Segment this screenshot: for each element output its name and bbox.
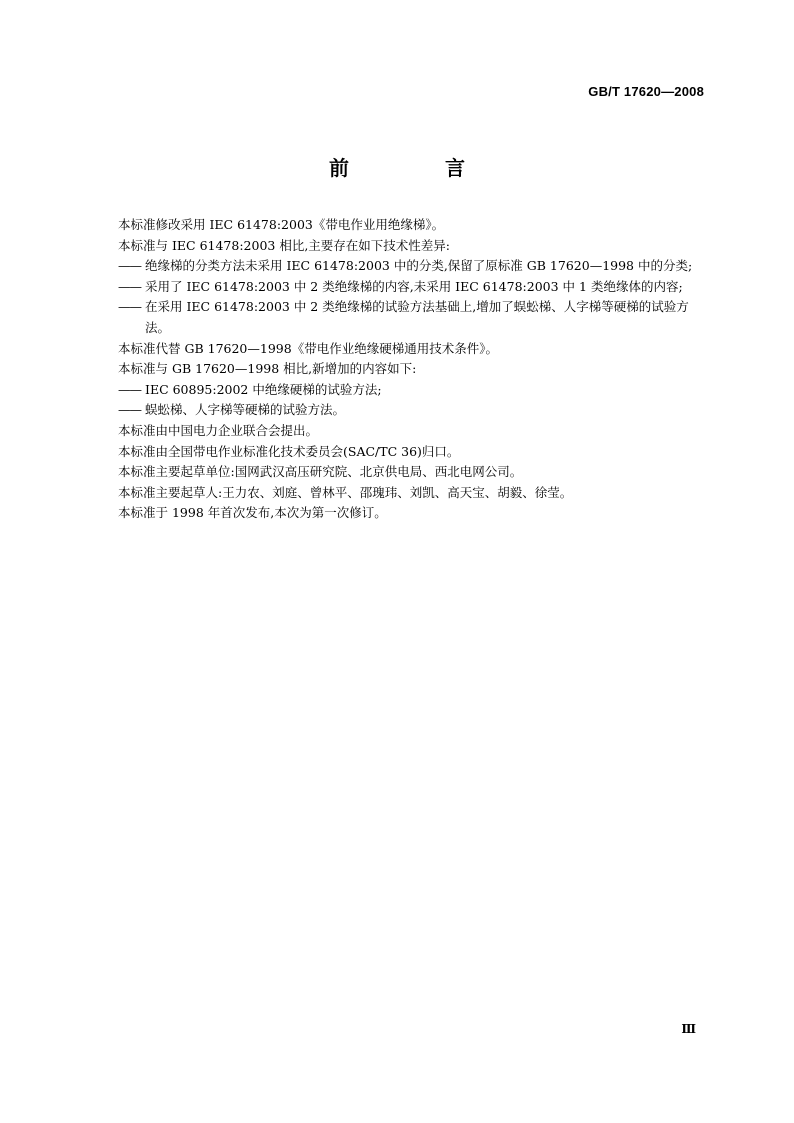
dash-marker: —— xyxy=(118,402,141,418)
paragraph-centralized-by: 本标准由全国带电作业标准化技术委员会(SAC/TC 36)归口。 xyxy=(118,443,460,459)
paragraph-replaces: 本标准代替 GB 17620—1998《带电作业绝缘硬梯通用技术条件》。 xyxy=(118,340,498,356)
dash-marker: —— xyxy=(118,381,141,397)
paragraph-drafters: 本标准主要起草人:王力农、刘庭、曾林平、邵瑰玮、刘凯、高天宝、胡毅、徐莹。 xyxy=(118,484,573,500)
paragraph-proposed-by: 本标准由中国电力企业联合会提出。 xyxy=(118,422,319,438)
dash-marker: —— xyxy=(118,258,141,274)
list-item-new-1 xyxy=(118,380,708,401)
standard-code: GB/T 17620—2008 xyxy=(588,84,704,99)
page-title: 前 言 xyxy=(329,156,503,180)
list-item-text: 采用了 IEC 61478:2003 中 2 类绝缘梯的内容,未采用 IEC 61478:2003 中 1 类绝缘体的内容; xyxy=(145,278,683,294)
page-number: Ⅲ xyxy=(681,1022,696,1036)
list-item-text: 在采用 IEC 61478:2003 中 2 类绝缘梯的试验方法基础上,增加了蜈蚣梯、人字梯等硬梯的试验方法。 xyxy=(145,299,689,335)
list-item-new-2 xyxy=(118,400,708,421)
paragraph-new-content-intro: 本标准与 GB 17620—1998 相比,新增加的内容如下: xyxy=(118,361,417,377)
paragraph-history: 本标准于 1998 年首次发布,本次为第一次修订。 xyxy=(118,505,387,521)
list-item-difference-1 xyxy=(118,256,708,277)
list-item-difference-2 xyxy=(118,277,708,298)
paragraph-differences-intro: 本标准与 IEC 61478:2003 相比,主要存在如下技术性差异: xyxy=(118,237,451,253)
paragraph-adoption: 本标准修改采用 IEC 61478:2003《带电作业用绝缘梯》。 xyxy=(118,217,445,232)
dash-marker: —— xyxy=(118,299,141,315)
list-item-text: IEC 60895:2002 中绝缘硬梯的试验方法; xyxy=(145,381,382,397)
list-item-difference-3 xyxy=(118,297,708,338)
list-item-text: 绝缘梯的分类方法未采用 IEC 61478:2003 中的分类,保留了原标准 GB 17620—1998 中的分类; xyxy=(145,258,693,274)
foreword-body xyxy=(118,215,708,524)
paragraph-drafting-units: 本标准主要起草单位:国网武汉高压研究院、北京供电局、西北电网公司。 xyxy=(118,464,523,480)
list-item-text: 蜈蚣梯、人字梯等硬梯的试验方法。 xyxy=(145,402,346,418)
dash-marker: —— xyxy=(118,278,141,294)
